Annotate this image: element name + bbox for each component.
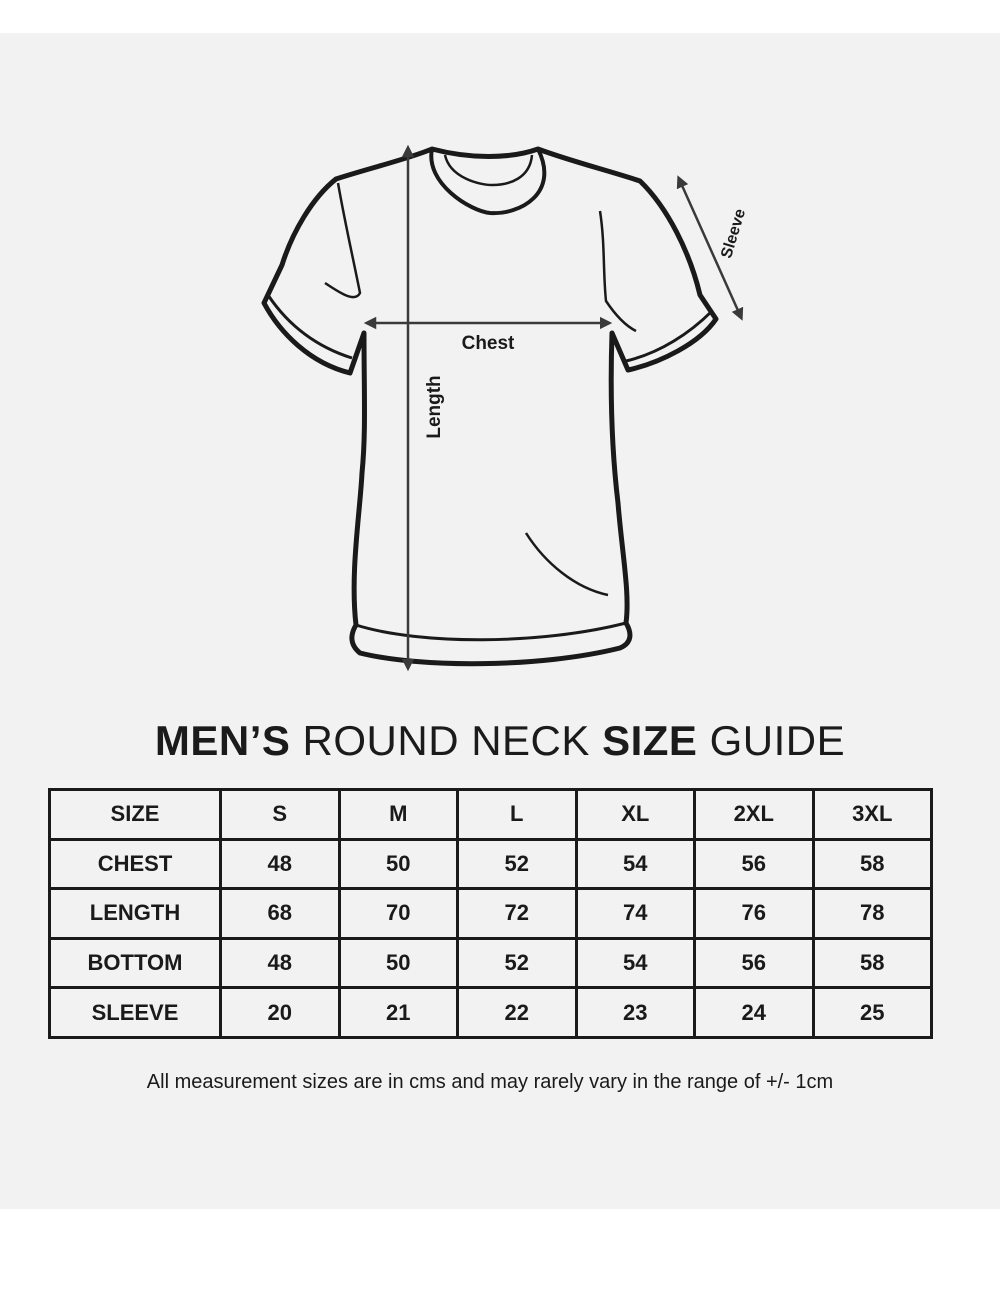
table-cell: 23 xyxy=(576,988,695,1038)
table-cell: 20 xyxy=(221,988,340,1038)
table-cell: 76 xyxy=(695,889,814,939)
header-cell: M xyxy=(339,790,458,840)
table-cell: 72 xyxy=(458,889,577,939)
table-cell: 78 xyxy=(813,889,932,939)
t-shirt-diagram xyxy=(0,33,1000,733)
table-cell: 70 xyxy=(339,889,458,939)
table-cell: 68 xyxy=(221,889,340,939)
row-label: SLEEVE xyxy=(50,988,221,1038)
measurement-footnote: All measurement sizes are in cms and may rarely vary in the range of +/- 1cm xyxy=(146,1071,834,1093)
title-round-neck: ROUND NECK xyxy=(302,717,590,764)
table-row xyxy=(50,938,932,988)
table-cell: 58 xyxy=(813,839,932,889)
table-cell: 54 xyxy=(576,938,695,988)
table-row xyxy=(50,889,932,939)
header-cell: S xyxy=(221,790,340,840)
table-cell: 22 xyxy=(458,988,577,1038)
table-cell: 25 xyxy=(813,988,932,1038)
length-label: Length xyxy=(424,375,445,439)
header-cell: XL xyxy=(576,790,695,840)
row-label: LENGTH xyxy=(50,889,221,939)
size-guide-panel xyxy=(0,33,1000,1209)
table-cell: 56 xyxy=(695,938,814,988)
table-cell: 74 xyxy=(576,889,695,939)
header-cell: 2XL xyxy=(695,790,814,840)
header-cell: L xyxy=(458,790,577,840)
t-shirt-outline-icon xyxy=(0,33,1000,733)
size-table xyxy=(48,788,933,1039)
table-row xyxy=(50,839,932,889)
table-cell: 24 xyxy=(695,988,814,1038)
page-title xyxy=(0,716,1000,766)
table-cell: 50 xyxy=(339,938,458,988)
row-label: CHEST xyxy=(50,839,221,889)
sleeve-label: Sleeve xyxy=(718,206,750,261)
table-cell: 58 xyxy=(813,938,932,988)
table-row xyxy=(50,988,932,1038)
table-cell: 52 xyxy=(458,938,577,988)
table-cell: 54 xyxy=(576,839,695,889)
table-cell: 21 xyxy=(339,988,458,1038)
chest-label: Chest xyxy=(461,333,515,354)
row-label: BOTTOM xyxy=(50,938,221,988)
table-cell: 48 xyxy=(221,839,340,889)
table-cell: 52 xyxy=(458,839,577,889)
shirt-body-outline xyxy=(264,149,716,664)
title-mens: MEN’S xyxy=(154,717,291,764)
table-cell: 48 xyxy=(221,938,340,988)
header-cell: 3XL xyxy=(813,790,932,840)
table-header-row xyxy=(50,790,932,840)
title-size: SIZE xyxy=(602,717,698,764)
header-cell: SIZE xyxy=(50,790,221,840)
table-cell: 56 xyxy=(695,839,814,889)
table-cell: 50 xyxy=(339,839,458,889)
title-guide: GUIDE xyxy=(709,717,846,764)
